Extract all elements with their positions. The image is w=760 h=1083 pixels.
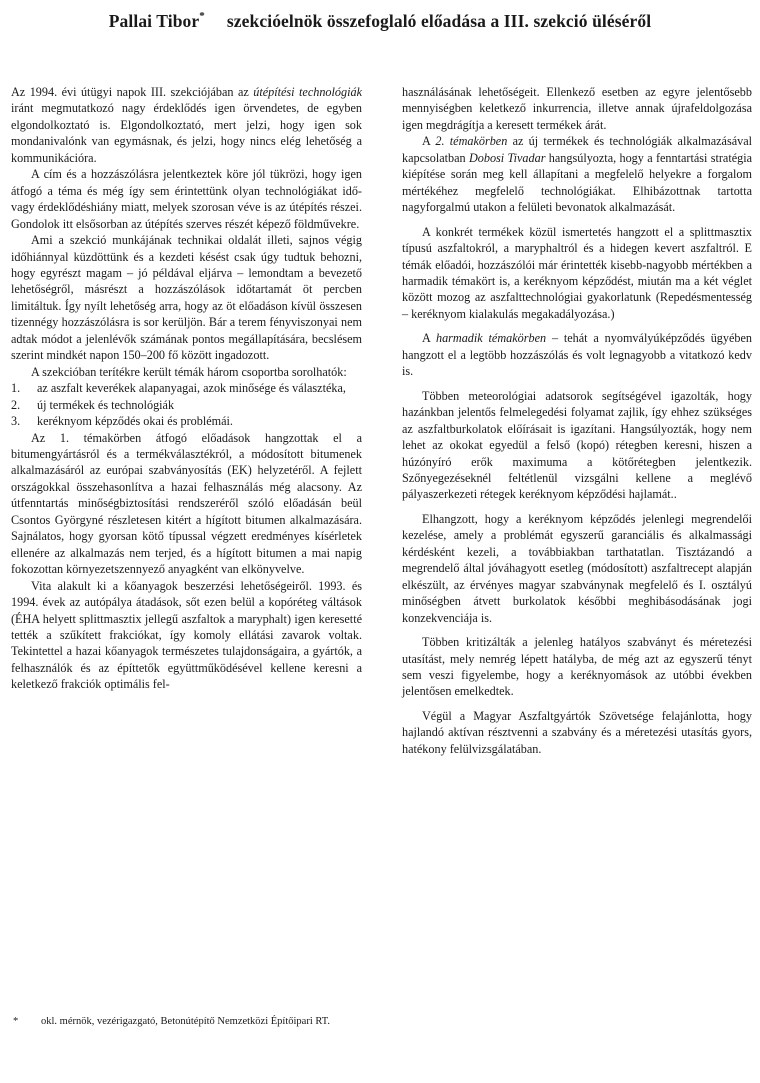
paragraph: A harmadik témakörben – tehát a nyomvályúképződés ügyében hangzott el a legtöbb hozzászólás és volt legnagyobb a vitatkozó kedv is. (402, 331, 752, 379)
paragraph: A cím és a hozzászólásra jelentkeztek köre jól tükrözi, hogy igen átfogó a téma és még így sem érintettünk olyan technológiákat idő- vagy érdeklődéshiány miatt, melyek szorosan véve is az útépítés részei. Gondolok itt elsősorban az útépítés szerves részét képező földművekre. (11, 167, 362, 231)
paragraph: A 2. témakörben az új termékek és technológiák alkalmazásával kapcsolatban Dobosi Tivadar hangsúlyozta, hogy a fenntartási stratégia kiépítése során meg kell állapítani a megfelelő helyekre a forgalom mértékéhez megfelelő technológiákat. Elhibázottnak tartotta nagyforgalmú utakon a felületi bevonatok alkalmazását. (402, 134, 753, 215)
footnote-marker: * (13, 1016, 19, 1027)
article-title (0, 10, 760, 32)
paragraph: Az 1. témakörben átfogó előadások hangzottak el a bitumengyártásról és a termékválasztékról, a módosított bitumenek alkalmazásáról az európai szabványosítás (EK) helyzetéről. A fejlett országokkal összehasonlítva a hazai felhasználás még alacsony. Az útfenntartás minőségbiztosítási rendszeréről szóló előadásán beül Csontos Györgyné részletesen kitért a hígított bitumen alkalmazására. Sajnálatos, hogy gyorsan kötő típussal végzett eredményes kísérletek ellenére az alkalmazás nem terjed, és a hígított bitumen a mai napig fokozottan környezetszennyező anyagként van elkönyvelve. (11, 430, 362, 577)
list-item: 2. új termékek és technológiák (11, 397, 175, 412)
paragraph: Ami a szekció munkájának technikai oldalát illeti, sajnos végig időhiánnyal küzdöttünk és a kezdeti késést csak úgy tudtuk behozni, hogy egyrészt magam – jó példával eljárva – lemondtam a bevezető lehetőségről, másrészt a hozzászólások időtartamát öt percben limitáltuk. Így nyílt lehetőség arra, hogy az öt előadáson kívül összesen tizennégy hozzászólásra is sor kerüljön. Bár a terem fényviszonyai nem adtak módot a jelenlévők számának pontos megállapítására, becslésem szerint mindkét napon 150–200 fő között ingadozott. (11, 233, 362, 363)
paragraph: A konkrét termékek közül ismertetés hangzott el a splittmasztix típusú aszfaltokról, a maryphaltról és a hidegen kevert aszfaltról. E témák előadói, hozzászólói már érintették kisebb-nagyobb mértékben a harmadik témakört is, a keréknyom képződést, miután ma a két véglet között mozog az aszfalttechnológiai gyakorlatunk (Repedésmentesség – keréknyom kialakulás megakadályozása.) (402, 224, 752, 321)
list-item: 3. keréknyom képződés okai és problémái. (11, 414, 233, 429)
paragraph: Vita alakult ki a kőanyagok beszerzési lehetőségeiről. 1993. és 1994. évek az autópálya átadások, sőt ezen belül a kopóréteg váltások (ÉHA helyett splittmasztix jellegű aszfaltok a maryphalt) igen keresetté tették a szűkített frakciókat, így komoly ellátási zavarok voltak. Tekintettel a hazai kőanyagok természetes tulajdonságaira, a gyártók, a felhasználók és az építtetők együttműködésével kellene keresni a keletkező frakciók optimális fel- (11, 578, 362, 692)
list-item: 1. az aszfalt keverékek alapanyagai, azok minősége és választéka, (11, 381, 346, 396)
author-name: Pallai Tibor (108, 11, 200, 31)
paragraph: Végül a Magyar Aszfaltgyártók Szövetsége felajánlotta, hogy hajlandó aktívan résztvenni a szabvány és a méretezési utasítás gyors, hatékony felülvizsgálatában. (402, 708, 752, 756)
left-column (11, 84, 362, 693)
paragraph: használásának lehetőségeit. Ellenkező esetben az egyre jelentősebb mennyiségben keletkező inkurrencia, illetve annak újrafeldolgozása igen megdrágítja a keresett termékek árát. (402, 85, 752, 132)
right-column (402, 84, 752, 757)
paragraph: Többen meteorológiai adatsorok segítségével igazolták, hogy hazánkban jelentős felmelegedési folyamat zajlik, így ehhez szükséges az aszfaltburkolatok előírásait is igazítani. Hangsúlyozták, hogy nem lehet az okokat egyedül a felső (kopó) rétegben keresni, hiszen a húzónyíró erők maximuma a kötőrétegben jelentkezik. Szőnyegezéseknél feltétlenül vizsgálni kellene a meglévő pályaszerkezeti rétegek keréknyom képződési hajlamát.. (402, 388, 752, 502)
footnote-text: okl. mérnök, vezérigazgató, Betonútépítő Nemzetközi Építőipari RT. (41, 1016, 331, 1027)
paragraph: Többen kritizálták a jelenleg hatályos szabványt és méretezési utasítást, mely nemrég lépett hatályba, de még azt az egyszerű tényt sem veszi figyelembe, hogy a keréknyomások az utóbbi években jelentősen emelkedtek. (402, 635, 752, 699)
title-text: szekcióelnök összefoglaló előadása a III. szekció üléséről (226, 11, 652, 31)
paragraph: A szekcióban terítékre került témák három csoportba sorolhatók: (31, 364, 347, 379)
topic-list (11, 380, 362, 429)
paragraph: Elhangzott, hogy a keréknyom képződés jelenlegi megrendelői kezelése, amely a problémát egyszerű garanciális és alkalmassági kérdésként kezeli, a továbbiakban tarthatatlan. Tisztázandó a megrendelő által jóváhagyott esetleg (módosított) aszfaltrecept alapján elkészült, az érvényes magyar szabványnak megfelelő és I. osztályú minőségben átvett burkolatok későbbi meghibásodásának jogi konzekvenciája is. (402, 511, 752, 625)
paragraph: Az 1994. évi útügyi napok III. szekciójában az útépítési technológiák iránt megmutatkozó nagy érdeklődés igen örvendetes, de egyben elgondolkoztató is. Elgondolkoztató, mert jelzi, hogy igen sok mondanivalónk van egymásnak, és jelzi, hogy nincs elég lehetőség a kommunikációra. (11, 85, 362, 165)
footnote-marker: * (199, 10, 205, 22)
footnote (13, 1016, 753, 1027)
